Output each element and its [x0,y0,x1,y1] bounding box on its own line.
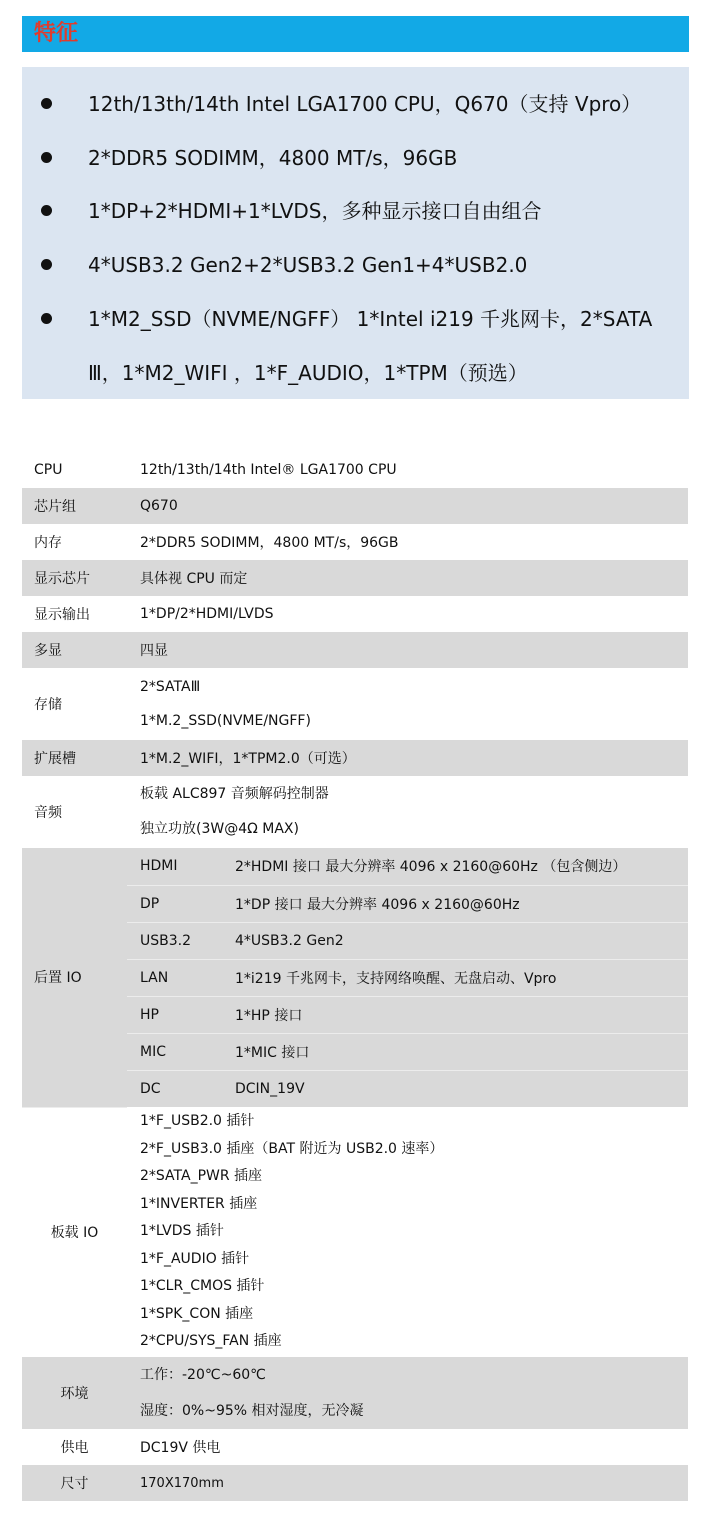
spec-value-line: 1*INVERTER 插座 [140,1195,258,1212]
feature-text: 12th/13th/14th Intel LGA1700 CPU，Q670（支持 Vpro） [88,92,642,116]
spec-value-line: 1*SPK_CON 插座 [140,1305,254,1322]
rear-io-desc: 1*HP 接口 [222,996,688,1033]
rear-io-port: DC [127,1070,222,1107]
spec-value-line: 1*F_AUDIO 插针 [140,1250,250,1267]
rear-io-desc: 1*DP 接口 最大分辨率 4096 x 2160@60Hz [222,885,688,922]
spec-label: 板载 IO [50,1225,99,1242]
rear-io-port: LAN [127,959,222,996]
spec-row-cpu [22,452,688,488]
rear-io-port: DP [127,885,222,922]
rear-io-row [22,848,688,885]
spec-row-audio [22,776,688,848]
bullet-icon [41,259,52,270]
spec-label: 显示芯片 [22,560,127,596]
rear-io-port: MIC [127,1033,222,1070]
rear-io-desc: 1*MIC 接口 [222,1033,688,1070]
spec-value-line: 2*F_USB3.0 插座（BAT 附近为 USB2.0 速率） [140,1140,444,1157]
spec-label: 扩展槽 [22,740,127,776]
spec-row-size [22,1465,688,1501]
spec-value: 1*M.2_WIFI，1*TPM2.0（可选） [127,740,688,776]
section-title: 特征 [34,21,79,46]
spec-value-line: 1*F_USB2.0 插针 [140,1113,255,1130]
feature-text: 1*M2_SSD（NVME/NGFF） 1*Intel i219 千兆网卡，2*SATA [88,307,653,331]
spec-value-line: 湿度：0%~95% 相对湿度，无冷凝 [140,1403,364,1419]
spec-row-gpu [22,560,688,596]
rear-io-port: HDMI [127,848,222,885]
spec-value: DC19V 供电 [140,1440,221,1456]
spec-value-line: 工作：-20℃~60℃ [140,1367,266,1383]
bullet-icon [41,98,52,109]
spec-value: 170X170mm [127,1465,688,1501]
spec-table [22,452,688,1501]
feature-item [22,304,689,388]
rear-io-port: HP [127,996,222,1033]
spec-value-line: 1*CLR_CMOS 插针 [140,1278,265,1295]
spec-label: 多显 [22,632,127,668]
bullet-icon [41,205,52,216]
feature-text: 4*USB3.2 Gen2+2*USB3.2 Gen1+4*USB2.0 [88,253,528,277]
spec-row-expansion [22,740,688,776]
rear-io-port: USB3.2 [127,922,222,959]
rear-io-desc: 4*USB3.2 Gen2 [222,922,688,959]
spec-value-line: 1*LVDS 插针 [140,1223,224,1240]
spec-row-chipset [22,488,688,524]
spec-value: 2*DDR5 SODIMM，4800 MT/s，96GB [140,535,399,551]
spec-label: 芯片组 [22,488,127,524]
spec-label: 尺寸 [22,1465,127,1501]
rear-io-desc: 2*HDMI 接口 最大分辨率 4096 x 2160@60Hz （包含侧边） [222,848,688,885]
spec-row-power [22,1429,688,1465]
feature-item [22,143,689,173]
spec-label: CPU [34,462,63,478]
spec-value-line: 1*M.2_SSD(NVME/NGFF) [140,713,311,729]
spec-value [127,1357,688,1429]
spec-row-memory [22,524,688,560]
feature-text: 2*DDR5 SODIMM，4800 MT/s，96GB [88,146,458,170]
spec-value: 具体视 CPU 而定 [127,560,688,596]
rear-io-desc: DCIN_19V [222,1070,688,1107]
feature-text: Ⅲ，1*M2_WIFI ，1*F_AUDIO，1*TPM（预选） [88,361,528,385]
spec-value: 1*DP/2*HDMI/LVDS [140,606,274,622]
feature-item [22,89,689,119]
spec-row-storage [22,668,688,740]
spec-label: 环境 [22,1357,127,1429]
spec-value-line: 2*CPU/SYS_FAN 插座 [140,1333,282,1350]
spec-label: 显示输出 [34,607,90,623]
spec-row-display-out [22,596,688,632]
bullet-icon [41,152,52,163]
spec-label: 后置 IO [22,848,127,1107]
bullet-icon [41,313,52,324]
feature-item [22,196,689,226]
spec-row-onboard-io [22,1107,688,1357]
spec-row-multi-display [22,632,688,668]
spec-value [127,1107,688,1357]
spec-label: 内存 [34,535,62,551]
spec-value: 四显 [127,632,688,668]
spec-value-line: 2*SATA_PWR 插座 [140,1168,263,1185]
spec-value: Q670 [127,488,688,524]
spec-value-line: 板载 ALC897 音频解码控制器 [140,786,329,802]
rear-io-desc: 1*i219 千兆网卡，支持网络唤醒、无盘启动、Vpro [222,959,688,996]
feature-item [22,250,689,280]
spec-value-line: 2*SATAⅢ [140,679,201,695]
spec-value-line: 独立功放(3W@4Ω MAX) [140,821,299,837]
spec-row-environment [22,1357,688,1429]
spec-value [127,668,688,740]
feature-text: 1*DP+2*HDMI+1*LVDS，多种显示接口自由组合 [88,199,542,223]
spec-label: 音频 [34,805,62,821]
spec-value: 12th/13th/14th Intel® LGA1700 CPU [140,462,397,478]
spec-label: 供电 [60,1440,89,1456]
spec-label: 存储 [34,697,62,713]
section-banner [22,16,689,52]
feature-list [22,67,689,399]
spec-value [127,776,688,848]
